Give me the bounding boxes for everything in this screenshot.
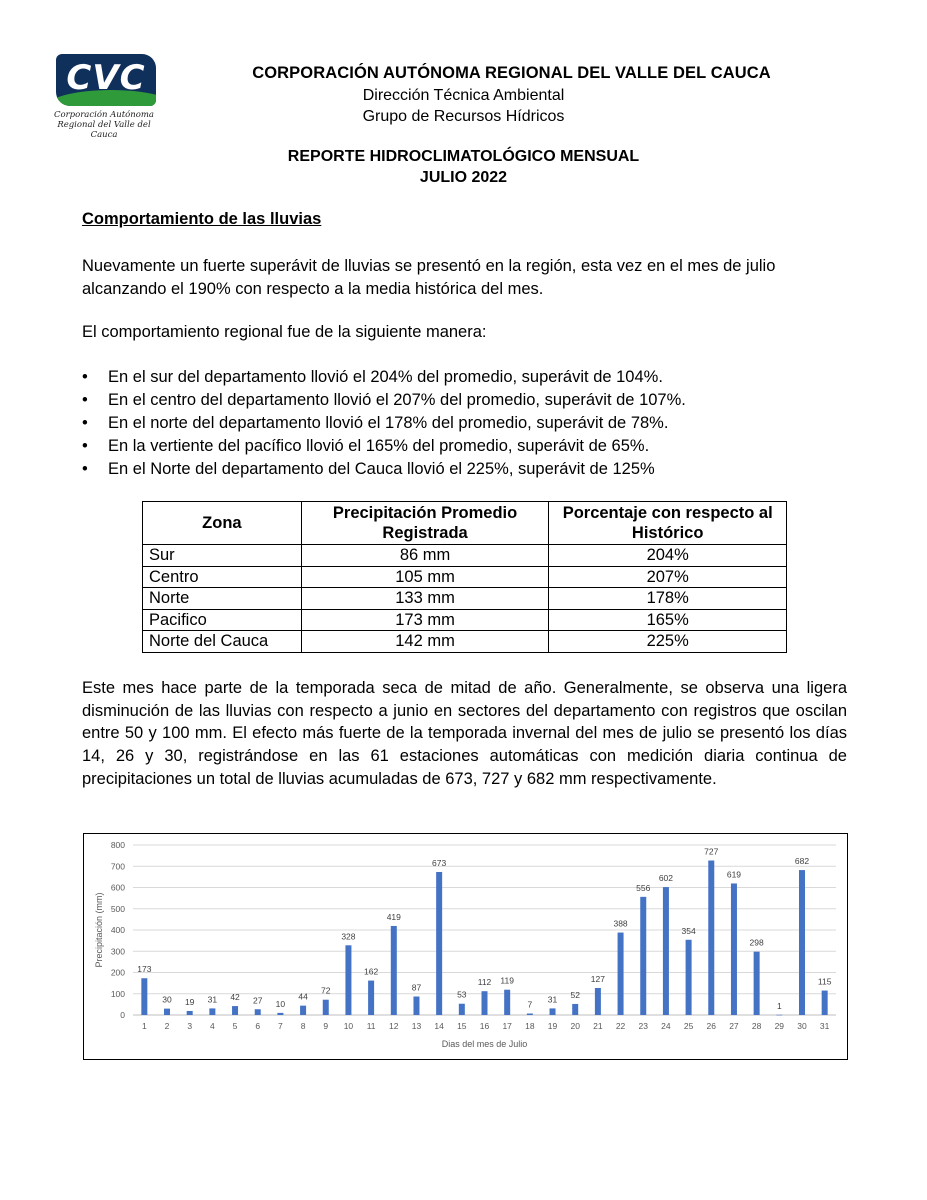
y-tick-label: 600 — [110, 882, 125, 893]
table-row — [143, 631, 787, 653]
bar — [187, 1011, 193, 1015]
data-label: 119 — [500, 975, 514, 986]
intro-paragraph: Nuevamente un fuerte superávit de lluvias se presentó en la región, esta vez en el mes de julio alcanzando el 190% con respecto a la media histórica del mes. — [82, 257, 776, 298]
data-label: 328 — [341, 931, 356, 942]
x-tick-label: 30 — [797, 1021, 807, 1031]
x-tick-label: 17 — [502, 1021, 512, 1031]
x-tick-label: 5 — [232, 1021, 238, 1031]
x-tick-label: 8 — [300, 1021, 306, 1031]
data-label: 30 — [162, 994, 172, 1005]
x-tick-label: 12 — [389, 1021, 399, 1031]
cell-zona: Pacifico — [143, 609, 302, 631]
logo-subtitle-line-2: Regional del Valle del Cauca — [57, 120, 151, 140]
x-tick-label: 27 — [729, 1021, 739, 1031]
table-row — [143, 588, 787, 610]
chart-svg — [84, 834, 847, 1059]
x-tick-label: 6 — [255, 1021, 261, 1031]
bullet-text: En la vertiente del pacífico llovió el 165% del promedio, superávit de 65%. — [108, 437, 650, 455]
bar — [776, 1015, 782, 1016]
x-tick-label: 19 — [547, 1021, 558, 1031]
cell-precipitacion: 86 mm — [301, 545, 549, 567]
table-row — [143, 609, 787, 631]
x-tick-label: 3 — [187, 1021, 193, 1031]
bar — [345, 945, 351, 1015]
y-tick-label: 200 — [110, 967, 125, 978]
data-label: 52 — [570, 989, 580, 1000]
x-tick-label: 20 — [570, 1021, 580, 1031]
regional-paragraph: El comportamiento regional fue de la siguiente manera: — [82, 323, 487, 341]
x-tick-label: 2 — [164, 1021, 170, 1031]
cell-precipitacion: 142 mm — [301, 631, 549, 653]
x-tick-label: 29 — [774, 1021, 785, 1031]
bullet-item — [82, 412, 686, 435]
data-label: 127 — [590, 974, 605, 985]
x-tick-label: 14 — [434, 1021, 444, 1031]
data-label: 162 — [364, 966, 379, 977]
bullet-item — [82, 458, 686, 481]
cell-porcentaje: 165% — [549, 609, 787, 631]
bar — [300, 1006, 306, 1015]
logo-letters: CVC — [66, 58, 146, 98]
cell-porcentaje: 178% — [549, 588, 787, 610]
data-label: 27 — [252, 995, 263, 1006]
bullet-symbol: • — [82, 414, 88, 432]
organization-name — [0, 64, 926, 83]
x-tick-label: 22 — [615, 1021, 626, 1031]
x-tick-label: 21 — [593, 1021, 603, 1031]
data-label: 419 — [386, 911, 401, 922]
cell-zona: Norte del Cauca — [143, 631, 302, 653]
direction-name-text: Dirección Técnica Ambiental — [362, 87, 565, 104]
bar — [572, 1004, 578, 1015]
group-name — [0, 108, 927, 126]
data-label: 44 — [298, 991, 308, 1002]
data-label: 388 — [613, 918, 628, 929]
bullet-item — [82, 435, 686, 458]
bar — [368, 981, 374, 1015]
bar — [822, 991, 828, 1015]
data-label: 10 — [275, 998, 286, 1009]
section-title: Comportamiento de las lluvias — [82, 210, 322, 228]
x-tick-label: 1 — [141, 1021, 147, 1031]
header-porcentaje: Porcentaje con respecto al Histórico — [549, 502, 787, 545]
bar — [504, 990, 510, 1015]
bar — [255, 1009, 261, 1015]
bullet-symbol: • — [82, 391, 88, 409]
bar — [391, 926, 397, 1015]
cell-precipitacion: 133 mm — [301, 588, 549, 610]
bar — [436, 872, 442, 1015]
x-tick-label: 24 — [661, 1021, 671, 1031]
x-tick-label: 28 — [751, 1021, 762, 1031]
data-label: 53 — [457, 989, 467, 1000]
data-label: 72 — [321, 985, 331, 996]
bar — [482, 991, 488, 1015]
data-label: 31 — [207, 994, 218, 1005]
organization-name-text: CORPORACIÓN AUTÓNOMA REGIONAL DEL VALLE DEL CAUCA — [252, 64, 771, 82]
bullet-text: En el norte del departamento llovió el 178% del promedio, superávit de 78%. — [108, 414, 669, 432]
bar — [323, 1000, 329, 1015]
x-tick-label: 23 — [638, 1021, 648, 1031]
report-title: REPORTE HIDROCLIMATOLÓGICO MENSUAL — [287, 148, 640, 165]
y-axis-title: Precipitación (mm) — [94, 892, 104, 968]
logo-subtitle-line-1: Corporación Autónoma — [53, 110, 154, 120]
cell-precipitacion: 105 mm — [301, 566, 549, 588]
cell-porcentaje: 207% — [549, 566, 787, 588]
table-header-row — [143, 502, 787, 545]
data-label: 673 — [432, 857, 447, 868]
x-tick-label: 9 — [323, 1021, 329, 1031]
bar — [413, 997, 419, 1015]
x-tick-label: 18 — [525, 1021, 535, 1031]
bar — [550, 1008, 556, 1015]
report-month: JULIO 2022 — [419, 169, 508, 186]
cell-zona: Sur — [143, 545, 302, 567]
direction-name — [0, 87, 927, 105]
x-tick-label: 4 — [210, 1021, 215, 1031]
cell-zona: Centro — [143, 566, 302, 588]
header-precipitacion: Precipitación Promedio Registrada — [301, 502, 549, 545]
data-label: 602 — [658, 873, 674, 884]
x-tick-label: 26 — [706, 1021, 717, 1031]
y-tick-label: 100 — [110, 988, 125, 999]
data-label: 31 — [547, 994, 558, 1005]
bar — [663, 887, 669, 1015]
data-label: 7 — [527, 999, 533, 1010]
bar — [799, 870, 805, 1015]
bullet-text: En el Norte del departamento del Cauca llovió el 225%, superávit de 125% — [108, 460, 655, 478]
bar — [686, 940, 692, 1015]
bar — [277, 1013, 283, 1015]
y-tick-label: 700 — [110, 861, 125, 872]
data-label: 682 — [794, 856, 810, 867]
bar — [708, 861, 714, 1015]
table-row — [143, 566, 787, 588]
data-label: 87 — [411, 982, 422, 993]
x-tick-label: 16 — [479, 1021, 490, 1031]
y-tick-label: 800 — [110, 840, 125, 850]
bar — [640, 897, 646, 1015]
bullet-symbol: • — [82, 460, 88, 478]
y-tick-label: 300 — [110, 946, 125, 957]
table-row — [143, 545, 787, 567]
bar — [618, 933, 624, 1015]
cell-zona: Norte — [143, 588, 302, 610]
daily-precipitation-chart — [83, 833, 848, 1060]
header-zona: Zona — [143, 502, 302, 545]
bullet-symbol: • — [82, 368, 88, 386]
data-label: 298 — [749, 937, 764, 948]
data-label: 727 — [704, 846, 719, 857]
data-label: 173 — [137, 964, 152, 975]
data-label: 556 — [636, 882, 651, 893]
data-label: 619 — [726, 869, 742, 880]
data-label: 19 — [184, 996, 195, 1007]
season-paragraph: Este mes hace parte de la temporada seca de mitad de año. Generalmente, se observa una ligera disminución de las lluvias con respecto a junio en sectores del departamento con registros que oscilan entre 50 y 100 mm. El efecto más fuerte de la temporada invernal del mes de julio se presentó los días 14, 26 y 30, registrándose en las 61 estaciones automáticas con medición diaria continua de precipitaciones un total de lluvias acumuladas de 673, 727 y 682 mm respectivamente. — [82, 679, 847, 788]
bar — [731, 883, 737, 1015]
y-tick-label: 400 — [110, 925, 125, 935]
data-label: 354 — [681, 925, 696, 936]
bar — [232, 1006, 238, 1015]
bar — [527, 1014, 533, 1015]
bar — [754, 952, 760, 1015]
bullet-text: En el centro del departamento llovió el 207% del promedio, superávit de 107%. — [108, 391, 686, 409]
cell-porcentaje: 225% — [549, 631, 787, 653]
cell-precipitacion: 173 mm — [301, 609, 549, 631]
x-tick-label: 13 — [411, 1021, 422, 1031]
data-label: 115 — [817, 976, 832, 987]
y-tick-label: 500 — [110, 903, 125, 914]
bar — [164, 1009, 170, 1015]
cell-porcentaje: 204% — [549, 545, 787, 567]
x-axis-title: Dias del mes de Julio — [441, 1039, 528, 1049]
x-tick-label: 11 — [366, 1021, 376, 1031]
x-tick-label: 15 — [457, 1021, 467, 1031]
bar — [209, 1008, 215, 1015]
data-label: 1 — [776, 1000, 782, 1011]
bar — [595, 988, 601, 1015]
x-tick-label: 7 — [278, 1021, 283, 1031]
precipitation-table — [142, 501, 787, 653]
bullet-item — [82, 366, 686, 389]
bullet-symbol: • — [82, 437, 88, 455]
x-tick-label: 10 — [343, 1021, 354, 1031]
data-label: 112 — [477, 977, 492, 988]
y-tick-label: 0 — [120, 1010, 125, 1020]
bar — [141, 978, 147, 1015]
bullet-item — [82, 389, 686, 412]
x-tick-label: 31 — [819, 1021, 830, 1031]
x-tick-label: 25 — [683, 1021, 694, 1031]
group-name-text: Grupo de Recursos Hídricos — [362, 108, 565, 125]
data-label: 42 — [230, 992, 240, 1003]
bullet-text: En el sur del departamento llovió el 204% del promedio, superávit de 104%. — [108, 368, 663, 386]
regional-bullet-list — [82, 366, 686, 481]
bar — [459, 1004, 465, 1015]
